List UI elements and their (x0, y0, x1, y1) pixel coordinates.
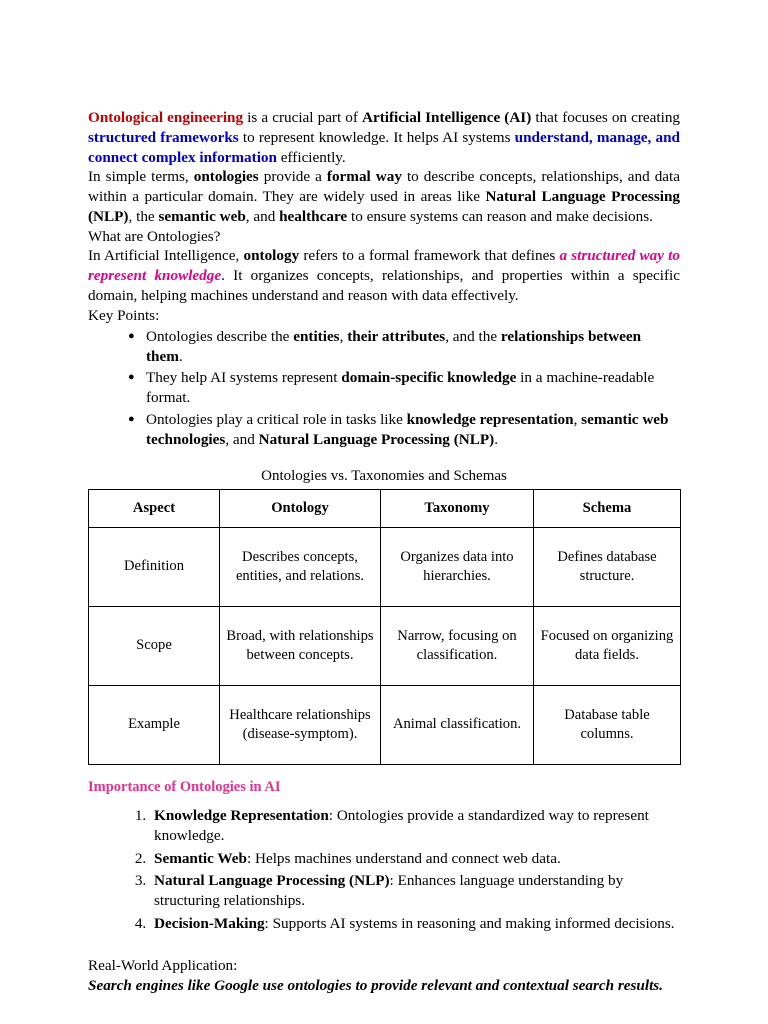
kp1-b3: relationships between them (146, 328, 642, 366)
comparison-table (88, 489, 681, 765)
what-are-ontologies-heading: What are Ontologies? (88, 227, 221, 245)
real-world-section (88, 956, 680, 997)
kp3-b2: semantic web technologies (146, 410, 669, 448)
intro-text-1: is a crucial part of (243, 109, 363, 126)
row2-taxonomy: Narrow, focusing on classification. (381, 606, 534, 685)
list-item (150, 914, 680, 934)
simple-text-5: , and (245, 207, 280, 225)
row3-aspect: Example (89, 685, 220, 764)
table-row (89, 527, 681, 606)
table-row (89, 606, 681, 685)
list-item (128, 327, 680, 367)
kp2-b1: domain-specific knowledge (341, 369, 517, 387)
row2-ontology: Broad, with relationships between concepts. (220, 606, 381, 685)
imp3-rest: : Enhances language understanding by structuring relationships. (154, 871, 624, 910)
importance-heading: Importance of Ontologies in AI (88, 778, 281, 795)
kp1-t3: , and the (445, 328, 501, 346)
imp2-rest: : Helps machines understand and connect web data. (246, 849, 561, 867)
intro-blue-understand: understand, manage, and connect complex information (88, 128, 680, 166)
whatare-text-2: refers to a formal framework that defines (299, 247, 560, 265)
simple-terms-paragraph (88, 167, 680, 226)
what-are-ontologies-paragraph (88, 246, 680, 305)
row1-taxonomy: Organizes data into hierarchies. (381, 527, 534, 606)
intro-text-3: to represent knowledge. It helps AI systems (238, 128, 515, 146)
real-world-label: Real-World Application: (88, 957, 238, 975)
kp1-t4: . (178, 348, 183, 366)
simple-bold-formalway: formal way (326, 168, 402, 186)
simple-bold-healthcare: healthcare (279, 207, 348, 225)
kp2-t1: They help AI systems represent (146, 369, 342, 387)
list-item (150, 806, 680, 847)
row1-schema: Defines database structure. (534, 527, 681, 606)
whatare-emph-structured-way: a structured way to represent knowledge (88, 247, 680, 284)
row1-aspect: Definition (89, 527, 220, 606)
row3-schema: Database table columns. (534, 685, 681, 764)
imp4-rest: : Supports AI systems in reasoning and making informed decisions. (264, 914, 675, 932)
kp1-b2: their attributes (347, 328, 446, 346)
kp3-t1: Ontologies play a critical role in tasks like (146, 410, 407, 428)
document-title: Ontological engineering (88, 109, 244, 126)
key-points-list (88, 327, 680, 449)
list-item (150, 871, 680, 912)
simple-text-6: to ensure systems can reason and make decisions. (347, 207, 653, 225)
table-caption: Ontologies vs. Taxonomies and Schemas (261, 467, 507, 484)
simple-text-1: In simple terms, (88, 168, 194, 186)
simple-bold-semanticweb: semantic web (158, 207, 246, 225)
table-header-schema: Schema (534, 489, 681, 527)
whatare-bold-ontology: ontology (243, 247, 300, 265)
simple-text-4: , the (128, 207, 159, 225)
table-header-taxonomy: Taxonomy (381, 489, 534, 527)
imp4-bold: Decision-Making (154, 914, 265, 932)
kp3-t3: , and (225, 430, 259, 448)
imp2-bold: Semantic Web (154, 849, 247, 867)
list-item (150, 849, 680, 869)
importance-list (88, 806, 680, 934)
kp1-t1: Ontologies describe the (146, 328, 294, 346)
whatare-text-3: . It organizes concepts, relationships, and properties within a specific domain, helping machines understand and reason with data effectively. (88, 267, 680, 304)
table-row (89, 685, 681, 764)
row1-ontology: Describes concepts, entities, and relations. (220, 527, 381, 606)
real-world-text: Search engines like Google use ontologies to provide relevant and contextual search results. (88, 977, 664, 995)
table-header-ontology: Ontology (220, 489, 381, 527)
kp3-t2: , (573, 410, 582, 428)
intro-paragraph (88, 108, 680, 167)
kp3-b3: Natural Language Processing (NLP) (258, 430, 495, 448)
imp1-rest: : Ontologies provide a standardized way to represent knowledge. (154, 806, 649, 845)
key-points-heading: Key Points: (88, 306, 160, 324)
whatare-text-1: In Artificial Intelligence, (88, 247, 244, 265)
intro-blue-frameworks: structured frameworks (88, 128, 239, 146)
table-header-aspect: Aspect (89, 489, 220, 527)
list-item (128, 410, 680, 450)
imp3-bold: Natural Language Processing (NLP) (154, 871, 390, 889)
row2-schema: Focused on organizing data fields. (534, 606, 681, 685)
row2-aspect: Scope (89, 606, 220, 685)
imp1-bold: Knowledge Representation (154, 806, 329, 824)
table-header-row (89, 489, 681, 527)
intro-bold-ai: Artificial Intelligence (AI) (362, 109, 532, 126)
kp2-t2: in a machine-readable format. (146, 369, 655, 407)
simple-text-2: provide a (258, 168, 327, 186)
kp1-b1: entities (293, 328, 340, 346)
list-item (128, 368, 680, 408)
kp3-b1: knowledge representation (406, 410, 574, 428)
simple-text-3: to describe concepts, relationships, and data within a particular domain. They are widely used in areas like (88, 168, 681, 205)
intro-text-4: efficiently. (276, 148, 346, 166)
kp1-t2: , (339, 328, 348, 346)
simple-bold-nlp: Natural Language Processing (NLP) (88, 188, 680, 225)
simple-bold-ontologies: ontologies (193, 168, 259, 186)
intro-text-2: that focuses on creating (531, 109, 681, 126)
kp3-t4: . (494, 430, 498, 448)
row3-ontology: Healthcare relationships (disease-symptom). (220, 685, 381, 764)
row3-taxonomy: Animal classification. (381, 685, 534, 764)
